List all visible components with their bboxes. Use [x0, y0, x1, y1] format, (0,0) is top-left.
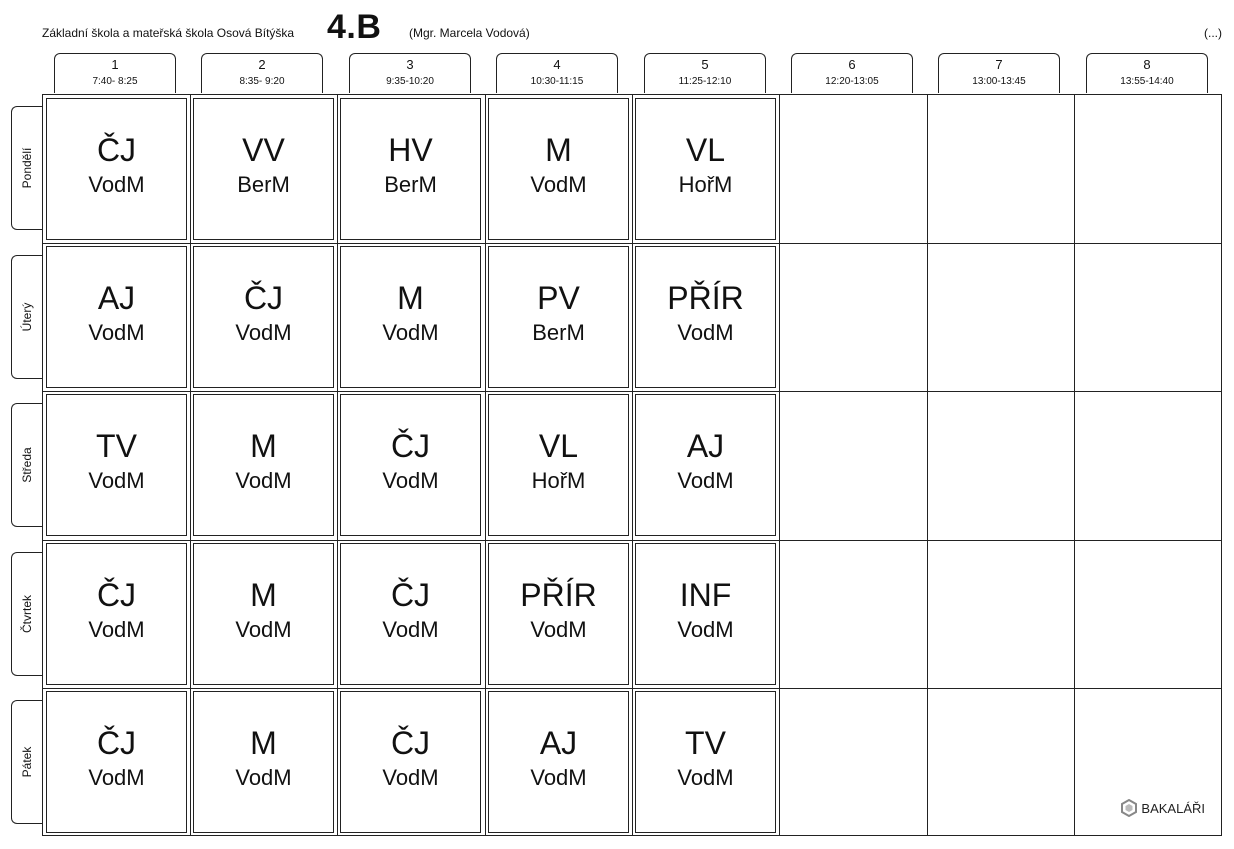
lesson-teacher: BerM	[384, 172, 437, 197]
lesson-subject: VL	[685, 132, 726, 168]
lesson-cell[interactable]	[635, 246, 776, 388]
period-time: 7:40- 8:25	[92, 76, 138, 87]
period-tab-7	[938, 53, 1060, 93]
period-time: 10:30-11:15	[530, 76, 584, 87]
lesson-teacher: VodM	[88, 765, 145, 790]
grid-divider	[1074, 95, 1075, 835]
grid-divider	[485, 95, 486, 835]
lesson-cell[interactable]	[488, 691, 629, 833]
lesson-teacher: VodM	[235, 765, 292, 790]
period-time: 13:00-13:45	[972, 76, 1026, 87]
period-number: 2	[258, 57, 266, 72]
lesson-cell[interactable]	[46, 246, 187, 388]
school-name: Základní škola a mateřská škola Osová Bítýška	[42, 26, 295, 40]
lesson-teacher: VodM	[382, 320, 439, 345]
timetable-grid	[42, 94, 1222, 836]
grid-divider	[927, 95, 928, 835]
period-tab-2	[201, 53, 323, 93]
lesson-cell[interactable]	[488, 543, 629, 685]
lesson-cell[interactable]	[635, 543, 776, 685]
period-tab-4	[496, 53, 618, 93]
period-number: 4	[553, 57, 561, 72]
lesson-subject: AJ	[686, 428, 725, 464]
period-time: 13:55-14:40	[1120, 76, 1174, 87]
lesson-teacher: VodM	[382, 468, 439, 493]
lesson-cell[interactable]	[340, 543, 481, 685]
brand-label: BAKALÁŘI	[1141, 800, 1205, 816]
lesson-cell[interactable]	[340, 246, 481, 388]
lesson-cell[interactable]	[193, 98, 334, 240]
lesson-subject: ČJ	[390, 428, 431, 464]
class-teacher: (Mgr. Marcela Vodová)	[409, 26, 530, 40]
lesson-subject: VL	[538, 428, 579, 464]
lesson-subject: ČJ	[390, 725, 431, 761]
period-tab-5	[644, 53, 766, 93]
lesson-cell[interactable]	[488, 98, 629, 240]
lesson-cell[interactable]	[340, 691, 481, 833]
lesson-teacher: BerM	[237, 172, 290, 197]
lesson-teacher: VodM	[382, 617, 439, 642]
period-tab-3	[349, 53, 471, 93]
lesson-cell[interactable]	[193, 394, 334, 536]
period-number: 3	[406, 57, 414, 72]
day-label: Čtvrtek	[20, 594, 34, 634]
period-time: 11:25-12:10	[678, 76, 732, 87]
lesson-cell[interactable]	[488, 246, 629, 388]
grid-divider	[43, 688, 1221, 689]
lesson-cell[interactable]	[193, 246, 334, 388]
day-tab-tuesday	[11, 255, 42, 379]
day-tab-wednesday	[11, 403, 42, 527]
grid-divider	[43, 391, 1221, 392]
more-link[interactable]: (...)	[1204, 26, 1222, 40]
grid-divider	[190, 95, 191, 835]
lesson-subject: M	[545, 132, 572, 168]
day-tab-friday	[11, 700, 42, 824]
lesson-subject: PŘÍR	[520, 577, 597, 613]
day-label: Pondělí	[20, 147, 34, 189]
grid-divider	[779, 95, 780, 835]
lesson-teacher: VodM	[88, 320, 145, 345]
day-label: Úterý	[20, 302, 34, 332]
lesson-cell[interactable]	[635, 98, 776, 240]
lesson-cell[interactable]	[46, 98, 187, 240]
lesson-subject: AJ	[539, 725, 578, 761]
grid-divider	[632, 95, 633, 835]
lesson-teacher: BerM	[532, 320, 585, 345]
lesson-subject: VV	[242, 132, 285, 168]
lesson-teacher: VodM	[235, 617, 292, 642]
lesson-cell[interactable]	[46, 691, 187, 833]
lesson-subject: ČJ	[243, 280, 284, 316]
bakalari-logo-icon	[1121, 799, 1137, 817]
lesson-cell[interactable]	[635, 691, 776, 833]
lesson-subject: ČJ	[96, 132, 137, 168]
lesson-teacher: VodM	[235, 320, 292, 345]
lesson-subject: TV	[685, 725, 726, 761]
lesson-cell[interactable]	[46, 394, 187, 536]
lesson-teacher: VodM	[530, 172, 587, 197]
grid-divider	[43, 243, 1221, 244]
lesson-cell[interactable]	[193, 543, 334, 685]
day-tab-thursday	[11, 552, 42, 676]
lesson-subject: ČJ	[96, 577, 137, 613]
lesson-teacher: VodM	[677, 617, 734, 642]
period-tab-1	[54, 53, 176, 93]
lesson-teacher: VodM	[677, 468, 734, 493]
lesson-teacher: VodM	[530, 617, 587, 642]
lesson-subject: M	[250, 725, 277, 761]
lesson-subject: INF	[679, 577, 732, 613]
day-tab-monday	[11, 106, 42, 230]
grid-divider	[43, 540, 1221, 541]
lesson-subject: M	[250, 428, 277, 464]
lesson-teacher: VodM	[235, 468, 292, 493]
lesson-subject: PV	[537, 280, 580, 316]
lesson-subject: M	[397, 280, 424, 316]
lesson-subject: ČJ	[390, 577, 431, 613]
lesson-cell[interactable]	[46, 543, 187, 685]
lesson-cell[interactable]	[488, 394, 629, 536]
lesson-teacher: VodM	[677, 320, 734, 345]
period-number: 1	[111, 57, 119, 72]
day-label: Středa	[20, 447, 34, 483]
lesson-cell[interactable]	[340, 394, 481, 536]
period-number: 6	[848, 57, 856, 72]
lesson-teacher: HořM	[678, 172, 733, 197]
period-tab-8	[1086, 53, 1208, 93]
lesson-subject: ČJ	[96, 725, 137, 761]
lesson-teacher: VodM	[88, 172, 145, 197]
day-label: Pátek	[20, 746, 34, 778]
lesson-subject: PŘÍR	[667, 280, 744, 316]
lesson-teacher: VodM	[530, 765, 587, 790]
lesson-cell[interactable]	[193, 691, 334, 833]
period-number: 7	[995, 57, 1003, 72]
lesson-teacher: HořM	[531, 468, 586, 493]
lesson-subject: M	[250, 577, 277, 613]
period-number: 8	[1143, 57, 1151, 72]
period-number: 5	[701, 57, 709, 72]
brand-logo	[1121, 799, 1205, 817]
lesson-subject: AJ	[97, 280, 136, 316]
class-title: 4.B	[327, 8, 382, 46]
lesson-cell[interactable]	[340, 98, 481, 240]
lesson-subject: HV	[388, 132, 433, 168]
grid-divider	[337, 95, 338, 835]
period-time: 8:35- 9:20	[239, 76, 285, 87]
period-time: 9:35-10:20	[386, 76, 434, 87]
period-tab-6	[791, 53, 913, 93]
lesson-subject: TV	[96, 428, 137, 464]
lesson-cell[interactable]	[635, 394, 776, 536]
lesson-teacher: VodM	[88, 468, 145, 493]
period-time: 12:20-13:05	[825, 76, 879, 87]
lesson-teacher: VodM	[677, 765, 734, 790]
lesson-teacher: VodM	[382, 765, 439, 790]
lesson-teacher: VodM	[88, 617, 145, 642]
